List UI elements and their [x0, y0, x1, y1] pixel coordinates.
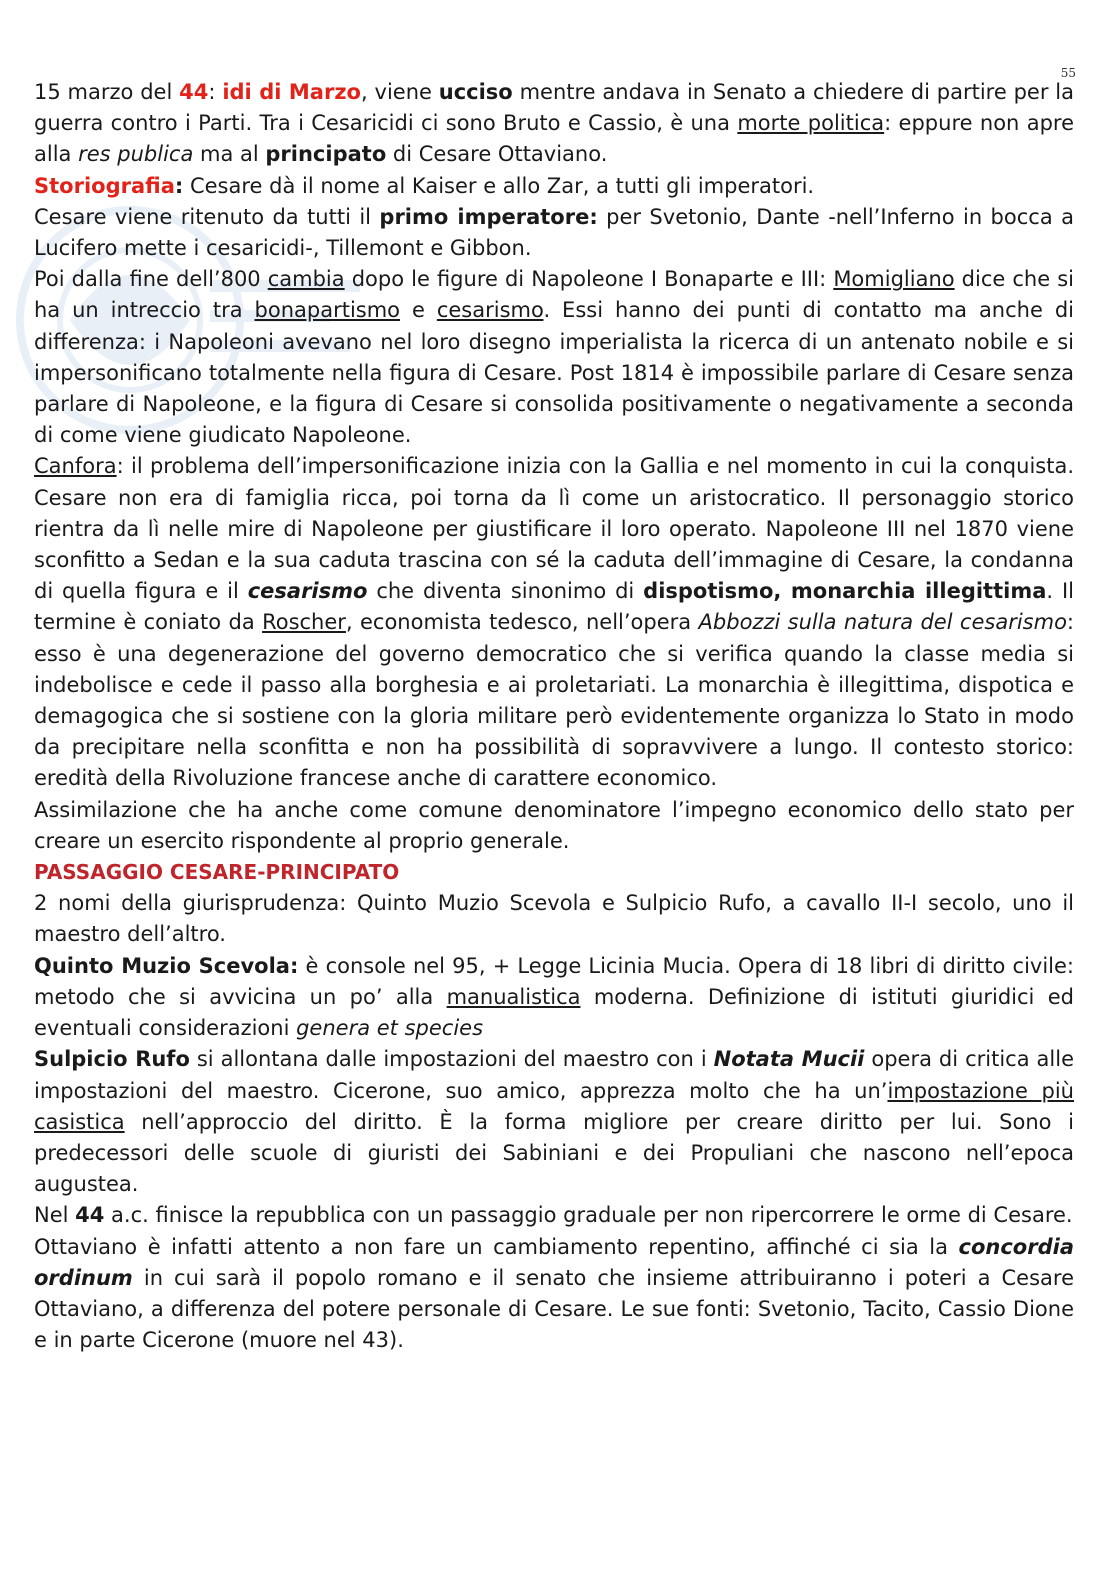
paragraph-canfora: Canfora: il problema dell’impersonificazione inizia con la Gallia e nel momento in cui la conquista. Cesare non era di famiglia ricca, poi torna da lì come un aristocratico. Il personaggio storico rientra da lì nelle mire di Napoleone per giustificare il loro operato. Napoleone III nel 1870 viene sconfitto a Sedan e la sua caduta trascina con sé la caduta dell’immagine di Cesare, la condanna di quella figura e il cesarismo che diventa sinonimo di dispotismo, monarchia illegittima. Il termine è coniato da Roscher, economista tedesco, nell’opera Abbozzi sulla natura del cesarismo: esso è una degenerazione del governo democratico che si verifica quando la classe media si indebolisce e cede il passo alla borghesia e ai proletariati. La monarchia è illegittima, dispotica e demagogica che si sostiene con la gloria militare però evidentemente organizza lo Stato in modo da precipitare nella sconfitta e non ha possibilità di sopravvivere a lungo. Il contesto storico: eredità della Rivoluzione francese anche di carattere economico. [34, 454, 1074, 791]
paragraph-rufo: Sulpicio Rufo si allontana dalle impostazioni del maestro con i Notata Mucii opera di critica alle impostazioni del maestro. Cicerone, suo amico, apprezza molto che ha un’impostazione più casistica nell’approccio del diritto. È la forma migliore per creare diritto per lui. Sono i predecessori delle scuole di giuristi dei Sabiniani e dei Propuliani che nascono nell’epoca augustea. [34, 1047, 1075, 1197]
paragraph-idi-di-marzo: 15 marzo del 44: idi di Marzo, viene ucciso mentre andava in Senato a chiedere di partire per la guerra contro i Parti. Tra i Cesaricidi ci sono Bruto e Cassio, è una morte politica: eppure non apre alla res publica ma al principato di Cesare Ottaviano. [34, 80, 1075, 167]
paragraph-giurisprudenza: 2 nomi della giurisprudenza: Quinto Muzio Scevola e Sulpicio Rufo, a cavallo II-I secolo, uno il maestro dell’altro. [34, 891, 1074, 947]
paragraph-napoleone: Poi dalla fine dell’800 cambia dopo le figure di Napoleone I Bonaparte e III: Momigliano dice che si ha un intreccio tra bonapartismo e cesarismo. Essi hanno dei punti di contatto ma anche di differenza: i Napoleoni avevano nel loro disegno imperialista la ricerca di un antenato nobile e si impersonificano totalmente nella figura di Cesare. Post 1814 è impossibile parlare di Cesare senza parlare di Napoleone, e la figura di Cesare si consolida positivamente o negativamente a seconda di come viene giudicato Napoleone. [34, 267, 1074, 448]
paragraph-fine-repubblica: Nel 44 a.c. finisce la repubblica con un passaggio graduale per non ripercorrere le orme di Cesare. [34, 1203, 1073, 1228]
paragraph-primo-imperatore: Cesare viene ritenuto da tutti il primo imperatore: per Svetonio, Dante -nell’Inferno in bocca a Lucifero mette i cesaricidi-, Tillemont e Gibbon. [34, 204, 1074, 261]
paragraph-storiografia: Storiografia: Cesare dà il nome al Kaiser e allo Zar, a tutti gli imperatori. [34, 173, 815, 198]
paragraph-ottaviano: Ottaviano è infatti attento a non fare un cambiamento repentino, affinché ci sia la concordia ordinum in cui sarà il popolo romano e il senato che insieme attribuiranno i poteri a Cesare Ottaviano, a differenza del potere personale di Cesare. Le sue fonti: Svetonio, Tacito, Cassio Dione e in parte Cicerone (muore nel 43). [34, 1234, 1074, 1353]
page-number: 55 [1060, 66, 1076, 80]
section-heading: PASSAGGIO CESARE-PRINCIPATO [34, 860, 400, 885]
paragraph-scevola: Quinto Muzio Scevola: è console nel 95, + Legge Licinia Mucia. Opera di 18 libri di diritto civile: metodo che si avvicina un po’ alla manualistica moderna. Definizione di istituti giuridici ed eventuali considerazioni genera et species [34, 953, 1075, 1041]
document-body [34, 77, 1074, 1356]
paragraph-assimilazione: Assimilazione che ha anche come comune denominatore l’impegno economico dello stato per creare un esercito rispondente al proprio generale. [34, 797, 1074, 853]
